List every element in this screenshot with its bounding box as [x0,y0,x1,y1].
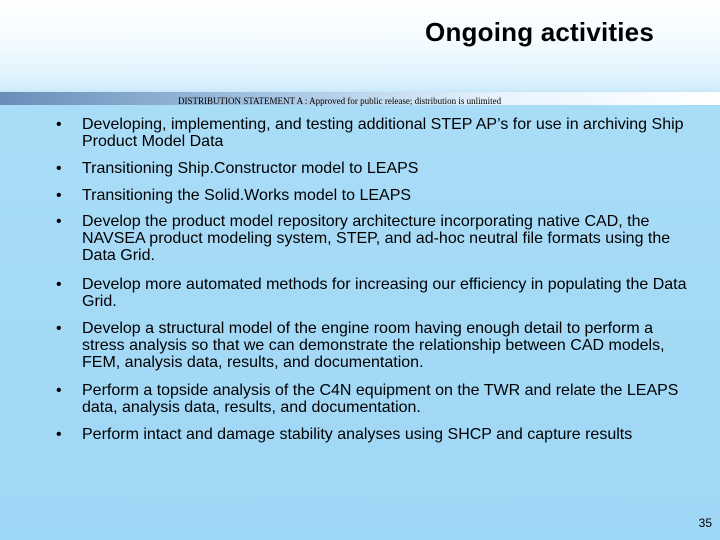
bullet-icon: • [56,276,62,293]
bullet-text: Perform intact and damage stability analyses using SHCP and capture results [82,426,633,443]
bullet-text: Transitioning the Solid.Works model to LEAPS [82,187,412,204]
bullet-icon: • [56,116,62,133]
bullet-text: Perform a topside analysis of the C4N equipment on the TWR and relate the LEAPS data, analysis data, results, and documentation. [82,382,679,416]
bullet-icon: • [56,382,62,399]
bullet-text: Transitioning Ship.Constructor model to LEAPS [82,160,419,177]
bullet-text: Develop the product model repository architecture incorporating native CAD, the NAVSEA product modeling system, STEP, and ad-hoc neutral file formats using the Data Grid. [82,213,671,264]
bullet-text: Develop a structural model of the engine room having enough detail to perform a stress analysis so that we can demonstrate the relationship between CAD models, FEM, analysis data, results, and documentation. [82,320,665,371]
bullet-icon: • [56,320,62,337]
bullet-icon: • [56,426,62,443]
bullet-icon: • [56,213,62,230]
bullet-text: Developing, implementing, and testing additional STEP AP’s for use in archiving Ship Product Model Data [82,116,684,150]
bullet-icon: • [56,160,62,177]
bullet-icon: • [56,187,62,204]
distribution-statement: DISTRIBUTION STATEMENT A : Approved for public release; distribution is unlimited [178,96,502,106]
bullet-text: Develop more automated methods for increasing our efficiency in populating the Data Grid. [82,276,687,310]
slide-title: Ongoing activities [425,17,654,47]
page-number: 35 [698,516,712,530]
